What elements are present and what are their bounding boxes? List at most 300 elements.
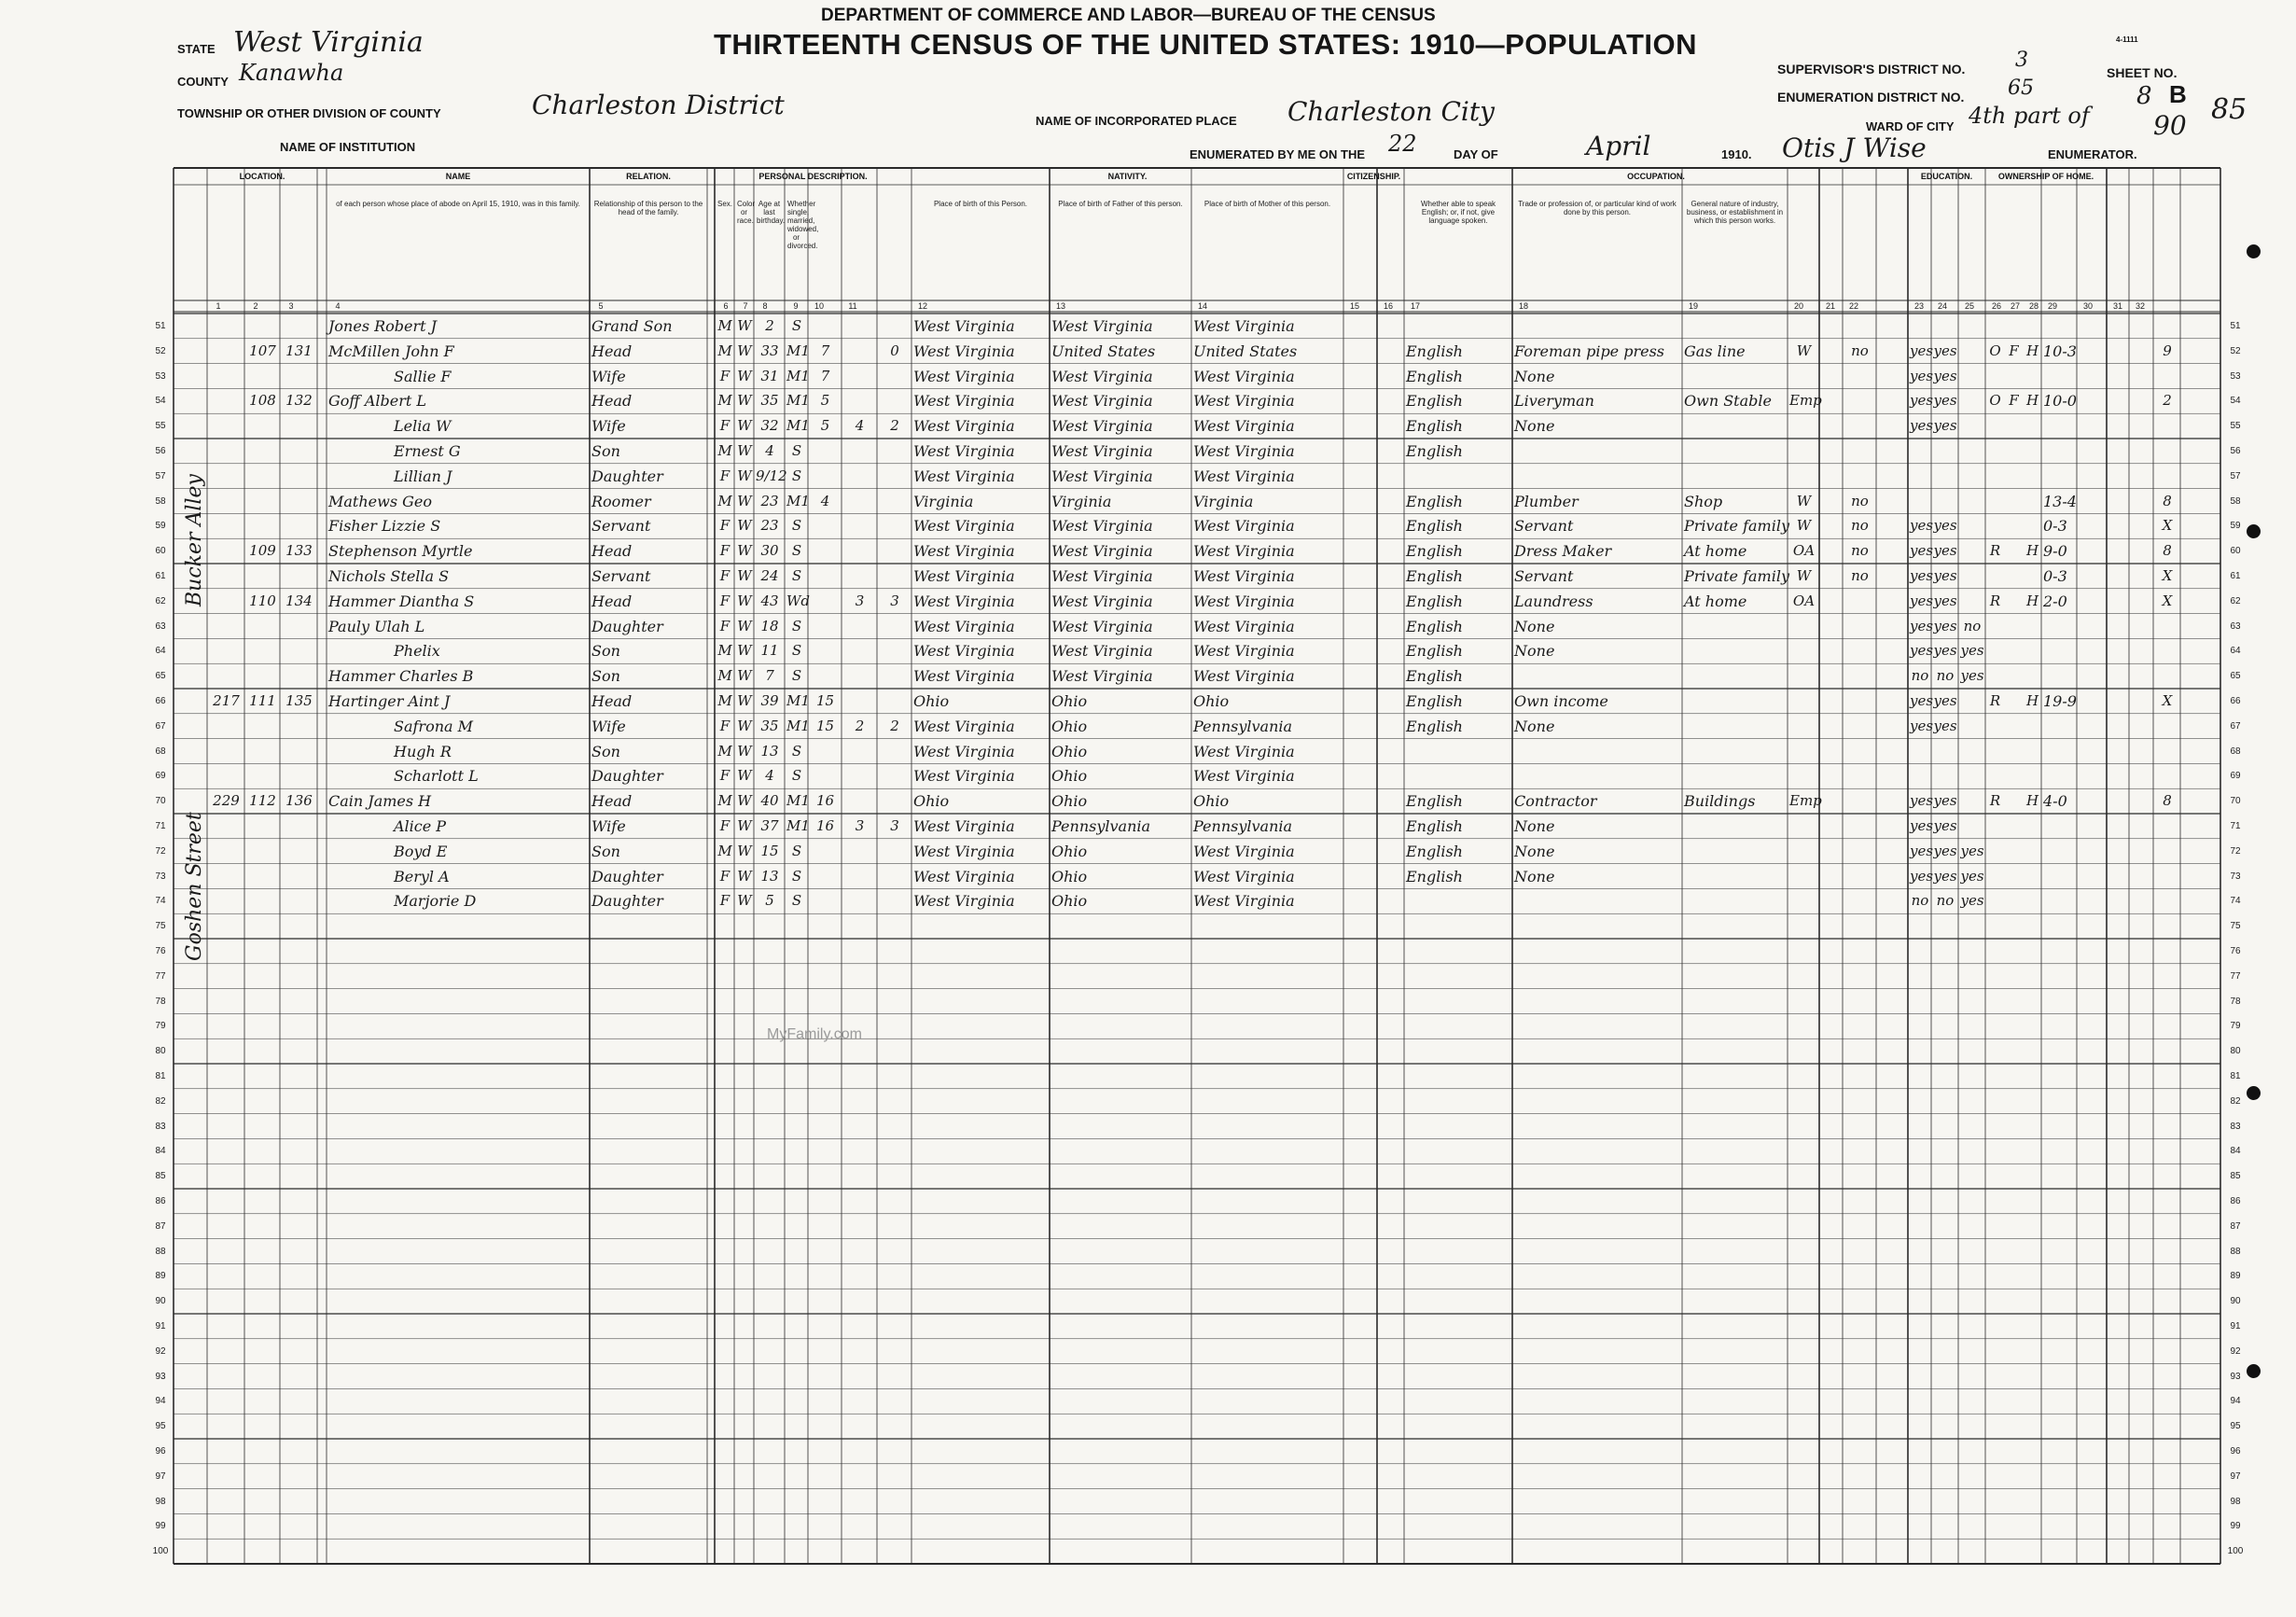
cell-trade: None	[1514, 617, 1555, 635]
cell-sex: F	[719, 717, 731, 734]
line-number: 59	[2230, 521, 2241, 532]
cell-father: Ohio	[1051, 867, 1088, 885]
cell-language: English	[1406, 492, 1463, 510]
cell-born: 4	[855, 417, 865, 435]
cell-language: English	[1406, 342, 1463, 360]
line-number: 82	[2230, 1095, 2241, 1107]
cell-birth: Virginia	[913, 492, 974, 510]
cell-color: W	[737, 717, 752, 734]
cell-marital: M1	[786, 492, 810, 509]
cell-father: Virginia	[1051, 492, 1112, 510]
cell-farm: H	[2025, 792, 2039, 810]
column-heading-sex: Sex.	[717, 200, 733, 208]
cell-name: Fisher Lizzie S	[328, 517, 441, 536]
cell-read: yes	[1910, 342, 1934, 359]
cell-extra: X	[2162, 567, 2173, 584]
cell-school: no	[1963, 617, 1982, 634]
binder-hole	[2247, 524, 2261, 538]
group-heading: NAME	[445, 172, 471, 181]
line-number: 61	[2230, 571, 2241, 581]
cell-schedule: 10-0	[2043, 392, 2077, 411]
line-number: 86	[2230, 1196, 2241, 1206]
line-number: 67	[2230, 720, 2241, 732]
column-heading-birth-person: Place of birth of this Person.	[933, 200, 1028, 208]
line-number: 71	[155, 821, 166, 831]
cell-relation: Head	[591, 792, 633, 811]
line-number: 69	[2230, 771, 2241, 782]
cell-age: 43	[760, 592, 779, 609]
line-number: 87	[155, 1220, 166, 1232]
cell-relation: Wife	[591, 717, 626, 735]
cell-age: 31	[760, 367, 779, 384]
cell-birth: West Virginia	[913, 342, 1015, 360]
line-number: 55	[2230, 421, 2241, 432]
cell-living: 3	[890, 592, 899, 609]
cell-living: 2	[890, 417, 899, 435]
cell-mother: West Virginia	[1193, 542, 1295, 561]
cell-father: Ohio	[1051, 692, 1088, 710]
cell-age: 5	[765, 892, 774, 910]
line-number: 74	[2230, 896, 2241, 907]
cell-color: W	[737, 342, 752, 359]
cell-emp: W	[1796, 517, 1812, 535]
ward-value: 4th part of	[1969, 103, 2090, 129]
cell-language: English	[1406, 567, 1463, 585]
cell-age: 35	[760, 392, 779, 410]
cell-birth: West Virginia	[913, 517, 1015, 536]
cell-relation: Head	[591, 542, 633, 561]
cell-color: W	[737, 492, 752, 509]
line-number: 53	[2230, 370, 2241, 382]
line-number: 71	[2230, 821, 2241, 831]
cell-yrs: 7	[820, 367, 830, 384]
cell-age: 32	[760, 417, 779, 435]
cell-mother: West Virginia	[1193, 642, 1295, 661]
cell-family: 135	[285, 692, 313, 709]
cell-emp: Emp	[1789, 792, 1822, 810]
cell-relation: Daughter	[591, 767, 663, 786]
cell-name: Safrona M	[394, 717, 474, 735]
column-heading-trade: Trade or profession of, or particular kind of work done by this person.	[1518, 200, 1677, 216]
group-heading: OWNERSHIP OF HOME.	[1997, 172, 2094, 181]
line-number: 75	[155, 921, 166, 932]
cell-living: 0	[890, 342, 899, 359]
enum-district-label: ENUMERATION DISTRICT NO.	[1777, 90, 1965, 105]
institution-label: NAME OF INSTITUTION	[280, 140, 416, 154]
group-heading: LOCATION.	[239, 172, 285, 181]
column-number: 18	[1518, 301, 1528, 311]
cell-sex: F	[719, 517, 731, 535]
cell-born: 3	[855, 817, 865, 834]
cell-relation: Wife	[591, 367, 626, 385]
cell-father: Ohio	[1051, 717, 1088, 735]
cell-free: F	[2009, 392, 2019, 410]
cell-own: O	[1989, 342, 2001, 359]
cell-emp: W	[1796, 492, 1812, 509]
cell-age: 9/12	[756, 467, 787, 484]
cell-write: yes	[1933, 342, 1957, 359]
cell-color: W	[737, 692, 752, 709]
cell-birth: West Virginia	[913, 392, 1015, 411]
cell-write: yes	[1933, 867, 1957, 885]
cell-marital: M1	[786, 817, 810, 834]
line-number: 95	[155, 1421, 166, 1432]
column-heading-married: Whether single, married, widowed, or divorced.	[787, 200, 819, 250]
cell-trade: None	[1514, 867, 1555, 885]
cell-family: 131	[285, 342, 313, 359]
cell-emp: Emp	[1789, 392, 1822, 410]
cell-color: W	[737, 817, 752, 834]
line-number: 75	[2230, 921, 2241, 932]
cell-write: yes	[1933, 567, 1957, 584]
cell-extra: 8	[2163, 792, 2172, 810]
cell-father: Ohio	[1051, 742, 1088, 760]
cell-name: Hammer Diantha S	[328, 592, 475, 610]
cell-relation: Son	[591, 442, 620, 460]
line-number: 65	[2230, 671, 2241, 682]
group-heading: NATIVITY.	[1107, 172, 1148, 181]
cell-age: 15	[760, 842, 779, 859]
cell-name: Sallie F	[394, 367, 452, 385]
cell-sex: M	[717, 742, 732, 760]
column-number: 3	[288, 301, 294, 311]
column-number: 24	[1937, 301, 1947, 311]
cell-dwelling: 107	[249, 342, 276, 359]
column-heading-age: Age at last birthday.	[757, 200, 786, 225]
cell-name: Marjorie D	[394, 892, 477, 911]
cell-write: yes	[1933, 717, 1957, 734]
cell-language: English	[1406, 617, 1463, 635]
cell-birth: West Virginia	[913, 817, 1015, 835]
cell-family: 134	[285, 592, 313, 609]
binder-hole	[2247, 1086, 2261, 1100]
line-number: 63	[2230, 620, 2241, 632]
cell-birth: West Virginia	[913, 592, 1015, 610]
cell-marital: S	[791, 642, 802, 660]
cell-marital: M1	[786, 392, 810, 410]
cell-marital: S	[791, 892, 802, 910]
cell-trade: Servant	[1514, 567, 1574, 585]
line-number: 94	[155, 1396, 166, 1407]
cell-age: 35	[760, 717, 779, 734]
cell-name: McMillen John F	[328, 342, 454, 360]
line-number: 68	[155, 746, 166, 757]
cell-age: 23	[760, 517, 779, 535]
cell-father: West Virginia	[1051, 367, 1153, 385]
column-heading-birth-mother: Place of birth of Mother of this person.	[1204, 200, 1331, 208]
cell-name: Mathews Geo	[328, 492, 432, 510]
line-number: 89	[155, 1271, 166, 1282]
cell-extra: 9	[2163, 342, 2172, 359]
cell-sex: M	[717, 642, 732, 660]
column-number: 6	[723, 301, 729, 311]
cell-father: West Virginia	[1051, 417, 1153, 436]
line-number: 80	[155, 1046, 166, 1057]
cell-read: yes	[1910, 417, 1934, 435]
cell-language: English	[1406, 542, 1463, 561]
cell-name: Scharlott L	[394, 767, 479, 786]
cell-color: W	[737, 442, 752, 459]
line-number: 93	[155, 1371, 166, 1382]
line-number: 99	[2230, 1521, 2241, 1532]
cell-trade: Dress Maker	[1514, 542, 1612, 561]
cell-read: no	[1911, 892, 1929, 910]
cell-relation: Wife	[591, 417, 626, 436]
cell-name: Jones Robert J	[328, 317, 438, 335]
cell-industry: Private family	[1684, 517, 1789, 536]
cell-write: yes	[1933, 542, 1957, 560]
form-number: 4-1111	[2116, 35, 2138, 44]
group-heading: RELATION.	[626, 172, 671, 181]
department-heading: DEPARTMENT OF COMMERCE AND LABOR—BUREAU OF THE CENSUS	[821, 6, 1436, 25]
line-number: 69	[155, 771, 166, 782]
cell-color: W	[737, 467, 752, 484]
line-number: 68	[2230, 746, 2241, 757]
incorporated-value: Charleston City	[1287, 96, 1495, 127]
cell-farm: H	[2025, 692, 2039, 709]
line-number: 92	[2230, 1345, 2241, 1357]
cell-birth: West Virginia	[913, 567, 1015, 585]
line-number: 53	[155, 370, 166, 382]
state-value: West Virginia	[233, 26, 424, 59]
cell-marital: S	[791, 767, 802, 785]
cell-free: F	[2009, 342, 2019, 359]
cell-trade: None	[1514, 842, 1555, 860]
cell-father: Ohio	[1051, 792, 1088, 811]
cell-sex: F	[719, 592, 731, 609]
group-heading: OCCUPATION.	[1627, 172, 1685, 181]
cell-father: West Virginia	[1051, 317, 1153, 335]
cell-yrs: 15	[815, 717, 835, 734]
cell-read: yes	[1910, 692, 1934, 709]
column-number: 17	[1410, 301, 1420, 311]
cell-mother: Pennsylvania	[1193, 717, 1293, 735]
line-number: 91	[2230, 1321, 2241, 1331]
line-number: 98	[2230, 1496, 2241, 1507]
cell-mother: West Virginia	[1193, 842, 1295, 860]
cell-read: yes	[1910, 817, 1934, 834]
cell-color: W	[737, 792, 752, 810]
cell-relation: Daughter	[591, 892, 663, 911]
cell-industry: Gas line	[1684, 342, 1746, 360]
cell-farm: H	[2025, 592, 2039, 609]
line-number: 67	[155, 720, 166, 732]
column-heading-birth-father: Place of birth of Father of this person.	[1058, 200, 1183, 208]
cell-relation: Son	[591, 842, 620, 860]
cell-sex: F	[719, 892, 731, 910]
line-number: 80	[2230, 1046, 2241, 1057]
cell-birth: West Virginia	[913, 742, 1015, 760]
line-number: 73	[155, 871, 166, 882]
cell-color: W	[737, 392, 752, 410]
cell-industry: At home	[1684, 592, 1747, 610]
column-number: 15	[1349, 301, 1359, 311]
cell-mother: West Virginia	[1193, 442, 1295, 460]
cell-emp: OA	[1792, 542, 1816, 560]
cell-mother: Virginia	[1193, 492, 1254, 510]
cell-color: W	[737, 517, 752, 535]
cell-trade: None	[1514, 717, 1555, 735]
cell-relation: Son	[591, 667, 620, 686]
line-number: 88	[155, 1246, 166, 1257]
column-number: 1	[216, 301, 221, 311]
cell-industry: Private family	[1684, 567, 1789, 585]
cell-birth: West Virginia	[913, 867, 1015, 885]
line-number: 82	[155, 1095, 166, 1107]
cell-sex: M	[717, 792, 732, 810]
cell-father: West Virginia	[1051, 592, 1153, 610]
column-number: 22	[1848, 301, 1858, 311]
column-number: 27	[2010, 301, 2020, 311]
cell-mother: West Virginia	[1193, 617, 1295, 635]
cell-relation: Daughter	[591, 867, 663, 885]
cell-write: yes	[1933, 517, 1957, 535]
cell-read: yes	[1910, 867, 1934, 885]
cell-read: yes	[1910, 592, 1934, 609]
cell-language: English	[1406, 592, 1463, 610]
line-number: 70	[2230, 796, 2241, 807]
cell-extra: 8	[2163, 542, 2172, 560]
cell-birth: West Virginia	[913, 417, 1015, 436]
cell-name: Lelia W	[394, 417, 452, 436]
cell-living: 2	[890, 717, 899, 734]
cell-language: English	[1406, 817, 1463, 835]
line-number: 64	[155, 646, 166, 657]
cell-school: yes	[1960, 867, 1984, 885]
line-number: 60	[155, 546, 166, 557]
cell-write: no	[1936, 667, 1955, 685]
cell-write: yes	[1933, 842, 1957, 859]
cell-name: Hartinger Aint J	[328, 692, 451, 710]
cell-birth: West Virginia	[913, 542, 1015, 561]
line-number: 97	[155, 1471, 166, 1482]
enum-district-value: 65	[2008, 77, 2034, 100]
cell-born: 2	[855, 717, 865, 734]
cell-emp: W	[1796, 342, 1812, 359]
column-number: 16	[1383, 301, 1393, 311]
cell-marital: S	[791, 442, 802, 459]
cell-color: W	[737, 592, 752, 609]
cell-color: W	[737, 742, 752, 760]
cell-read: yes	[1910, 842, 1934, 859]
sheet-value: 8	[2136, 82, 2152, 110]
cell-name: Boyd E	[394, 842, 448, 860]
cell-sex: F	[719, 817, 731, 834]
cell-language: English	[1406, 517, 1463, 536]
cell-read: yes	[1910, 367, 1934, 384]
cell-read: yes	[1910, 517, 1934, 535]
cell-marital: M1	[786, 367, 810, 384]
line-number: 60	[2230, 546, 2241, 557]
line-number: 64	[2230, 646, 2241, 657]
cell-trade: None	[1514, 642, 1555, 661]
cell-marital: S	[791, 517, 802, 535]
line-number: 99	[155, 1521, 166, 1532]
cell-marital: Wd	[786, 592, 811, 609]
column-heading-name: of each person whose place of abode on April 15, 1910, was in this family.	[336, 200, 580, 208]
cell-sex: F	[719, 617, 731, 634]
line-number: 77	[2230, 970, 2241, 982]
line-number: 87	[2230, 1220, 2241, 1232]
cell-sex: M	[717, 392, 732, 410]
enumerated-label: ENUMERATED BY ME ON THE	[1190, 147, 1366, 161]
cell-age: 18	[760, 617, 779, 634]
column-number: 4	[335, 301, 341, 311]
cell-name: Alice P	[394, 817, 447, 835]
street-label: Bucker Alley	[183, 474, 206, 606]
watermark: MyFamily.com	[767, 1026, 862, 1042]
cell-trade: Foreman pipe press	[1514, 342, 1665, 360]
cell-name: Goff Albert L	[328, 392, 427, 411]
cell-marital: M1	[786, 692, 810, 709]
cell-language: English	[1406, 692, 1463, 710]
cell-age: 11	[760, 642, 779, 660]
cell-read: yes	[1910, 392, 1934, 410]
column-number: 5	[598, 301, 604, 311]
column-number: 2	[253, 301, 258, 311]
cell-dwelling: 109	[249, 542, 276, 560]
cell-name: Hugh R	[394, 742, 452, 760]
cell-sex: F	[719, 567, 731, 584]
cell-father: Ohio	[1051, 842, 1088, 860]
line-number: 78	[2230, 996, 2241, 1007]
line-number: 57	[155, 470, 166, 481]
cell-school: yes	[1960, 642, 1984, 660]
cell-trade: None	[1514, 817, 1555, 835]
column-number: 32	[2135, 301, 2145, 311]
cell-birth: West Virginia	[913, 717, 1015, 735]
line-number: 56	[2230, 446, 2241, 456]
line-number: 92	[155, 1345, 166, 1357]
column-heading-relation: Relationship of this person to the head of the family.	[593, 200, 703, 216]
line-number: 96	[2230, 1446, 2241, 1457]
cell-trade: Liveryman	[1514, 392, 1594, 411]
cell-color: W	[737, 317, 752, 334]
cell-own: R	[1989, 692, 2001, 709]
cell-yrs: 5	[820, 392, 830, 410]
cell-marital: M1	[786, 342, 810, 359]
line-number: 79	[155, 1021, 166, 1032]
binder-hole	[2247, 1364, 2261, 1378]
cell-name: Cain James H	[328, 792, 432, 811]
cell-color: W	[737, 367, 752, 384]
cell-birth: West Virginia	[913, 892, 1015, 911]
cell-language: English	[1406, 642, 1463, 661]
line-number: 83	[2230, 1121, 2241, 1132]
line-number: 90	[155, 1296, 166, 1307]
column-number: 10	[814, 301, 824, 311]
cell-marital: S	[791, 742, 802, 760]
column-number: 12	[917, 301, 927, 311]
cell-outwork: no	[1851, 517, 1869, 535]
line-number: 52	[2230, 345, 2241, 356]
cell-outwork: no	[1851, 492, 1869, 509]
column-number: 9	[793, 301, 799, 311]
cell-name: Nichols Stella S	[328, 567, 450, 585]
cell-yrs: 16	[815, 817, 835, 834]
cell-mother: West Virginia	[1193, 742, 1295, 760]
column-number: 13	[1055, 301, 1065, 311]
cell-color: W	[737, 667, 752, 685]
cell-marital: S	[791, 467, 802, 484]
county-value: Kanawha	[239, 60, 344, 86]
cell-mother: West Virginia	[1193, 467, 1295, 485]
group-heading: EDUCATION.	[1920, 172, 1973, 181]
cell-birth: West Virginia	[913, 642, 1015, 661]
cell-mother: West Virginia	[1193, 767, 1295, 786]
line-number: 54	[155, 396, 166, 407]
cell-write: yes	[1933, 392, 1957, 410]
